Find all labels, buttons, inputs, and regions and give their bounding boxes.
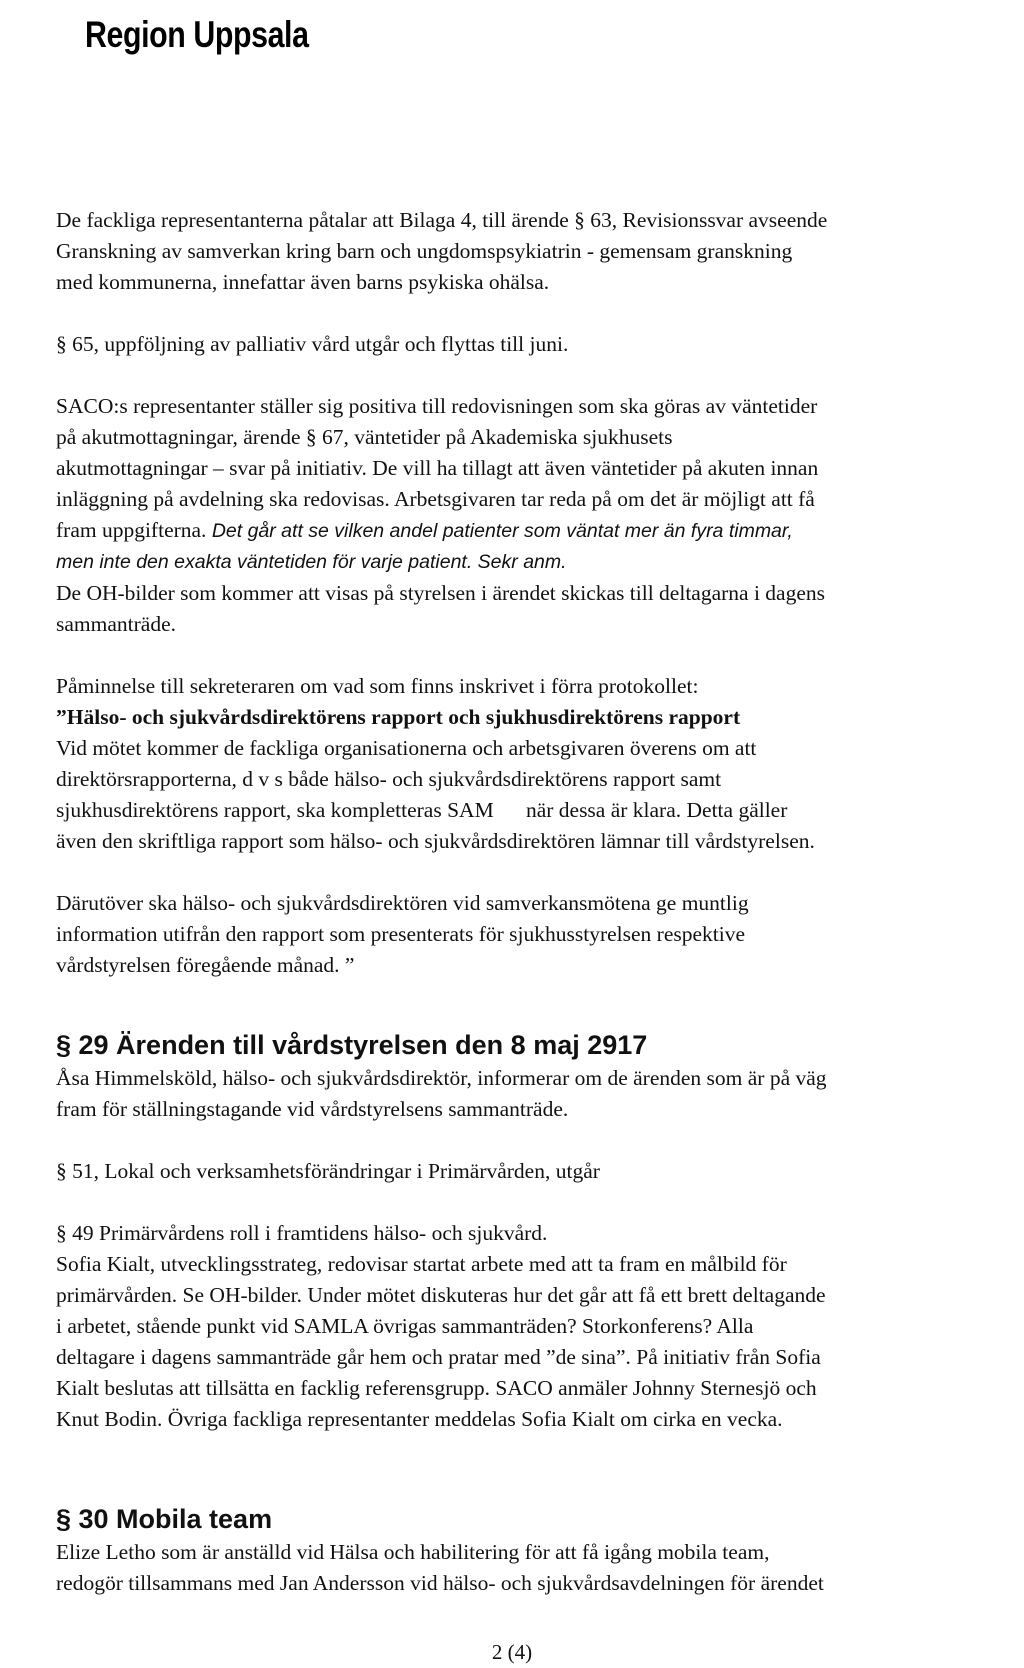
text-line: fram för ställningstagande vid vårdstyrelsens sammanträde.: [56, 1097, 569, 1121]
text-line: Därutöver ska hälso- och sjukvårdsdirektören vid samverkansmötena ge muntlig: [56, 891, 749, 915]
text-line: § 51, Lokal och verksamhetsförändringar i Primärvården, utgår: [56, 1159, 600, 1183]
secretary-note: Det går att se vilken andel patienter som väntat mer än fyra timmar,: [211, 520, 793, 542]
text-line: i arbetet, stående punkt vid SAMLA övrigas sammanträden? Storkonferens? Alla: [56, 1314, 754, 1338]
text-line: Sofia Kialt, utvecklingsstrateg, redovisar startat arbete med att ta fram en målbild för: [56, 1252, 787, 1276]
paragraph-palliative: [56, 329, 1016, 360]
section-heading-30: § 30 Mobila team: [56, 1504, 273, 1534]
paragraph-reminder: [56, 671, 1016, 857]
text-line: deltagare i dagens sammanträde går hem och pratar med ”de sina”. På initiativ från Sofia: [56, 1345, 821, 1369]
text-segment: fram uppgifterna.: [56, 518, 212, 542]
section-29-item-49: [56, 1218, 1016, 1435]
text-line: sammanträde.: [56, 612, 176, 636]
text-line: akutmottagningar – svar på initiativ. De vill ha tillagt att även väntetider på akuten innan: [56, 456, 819, 480]
text-line: inläggning på avdelning ska redovisas. Arbetsgivaren tar reda på om det är möjligt att få: [56, 487, 815, 511]
secretary-note: men inte den exakta väntetiden för varje patient. Sekr anm.: [56, 551, 567, 573]
section-29-intro: [56, 1063, 1016, 1125]
text-line: Granskning av samverkan kring barn och ungdomspsykiatrin - gemensam granskning: [56, 239, 793, 263]
text-line: § 65, uppföljning av palliativ vård utgår och flyttas till juni.: [56, 332, 569, 356]
text-line: SACO:s representanter ställer sig positiva till redovisningen som ska göras av väntetider: [56, 394, 818, 418]
section-29-item-51: [56, 1156, 1016, 1187]
page-number: 2 (4): [491, 1640, 533, 1664]
text-line: direktörsrapporterna, d v s både hälso- och sjukvårdsdirektörens rapport samt: [56, 767, 722, 791]
text-line: Knut Bodin. Övriga fackliga representanter meddelas Sofia Kialt om cirka en vecka.: [56, 1407, 783, 1431]
text-line: sjukhusdirektörens rapport, ska kompletteras SAM när dessa är klara. Detta gäller: [56, 798, 788, 822]
text-line: på akutmottagningar, ärende § 67, väntetider på Akademiska sjukhusets: [56, 425, 673, 449]
text-line: [56, 515, 1016, 547]
text-line: De OH-bilder som kommer att visas på styrelsen i ärendet skickas till deltagarna i dagens: [56, 581, 826, 605]
text-line: Elize Letho som är anställd vid Hälsa och habilitering för att få igång mobila team,: [56, 1540, 770, 1564]
text-line: med kommunerna, innefattar även barns psykiska ohälsa.: [56, 270, 550, 294]
text-line: Vid mötet kommer de fackliga organisationerna och arbetsgivaren överens om att: [56, 736, 757, 760]
document-body: [56, 205, 1016, 1599]
text-line: vårdstyrelsen föregående månad. ”: [56, 953, 355, 977]
text-line: Påminnelse till sekreteraren om vad som finns inskrivet i förra protokollet:: [56, 674, 699, 698]
section-30-body: [56, 1537, 1016, 1599]
quoted-heading: ”Hälso- och sjukvårdsdirektörens rapport och sjukhusdirektörens rapport: [56, 705, 741, 729]
paragraph-oral-information: [56, 888, 1016, 981]
text-line: § 49 Primärvårdens roll i framtidens hälso- och sjukvård.: [56, 1221, 548, 1245]
paragraph-saco-waiting-times: [56, 391, 1016, 640]
text-line: De fackliga representanterna påtalar att Bilaga 4, till ärende § 63, Revisionssvar avseende: [56, 208, 828, 232]
text-line: även den skriftliga rapport som hälso- och sjukvårdsdirektören lämnar till vårdstyrelsen.: [56, 829, 815, 853]
text-line: information utifrån den rapport som presenterats för sjukhusstyrelsen respektive: [56, 922, 746, 946]
region-uppsala-logo: Region Uppsala: [85, 14, 309, 55]
paragraph-union-remark: [56, 205, 1016, 298]
text-line: redogör tillsammans med Jan Andersson vid hälso- och sjukvårdsavdelningen för ärendet: [56, 1571, 824, 1595]
section-heading-29: § 29 Ärenden till vårdstyrelsen den 8 maj 2917: [56, 1030, 648, 1060]
text-line: primärvården. Se OH-bilder. Under mötet diskuteras hur det går att få ett brett deltagande: [56, 1283, 826, 1307]
text-line: Kialt beslutas att tillsätta en facklig referensgrupp. SACO anmäler Johnny Sternesjö och: [56, 1376, 817, 1400]
text-line: Åsa Himmelsköld, hälso- och sjukvårdsdirektör, informerar om de ärenden som är på väg: [56, 1066, 827, 1090]
